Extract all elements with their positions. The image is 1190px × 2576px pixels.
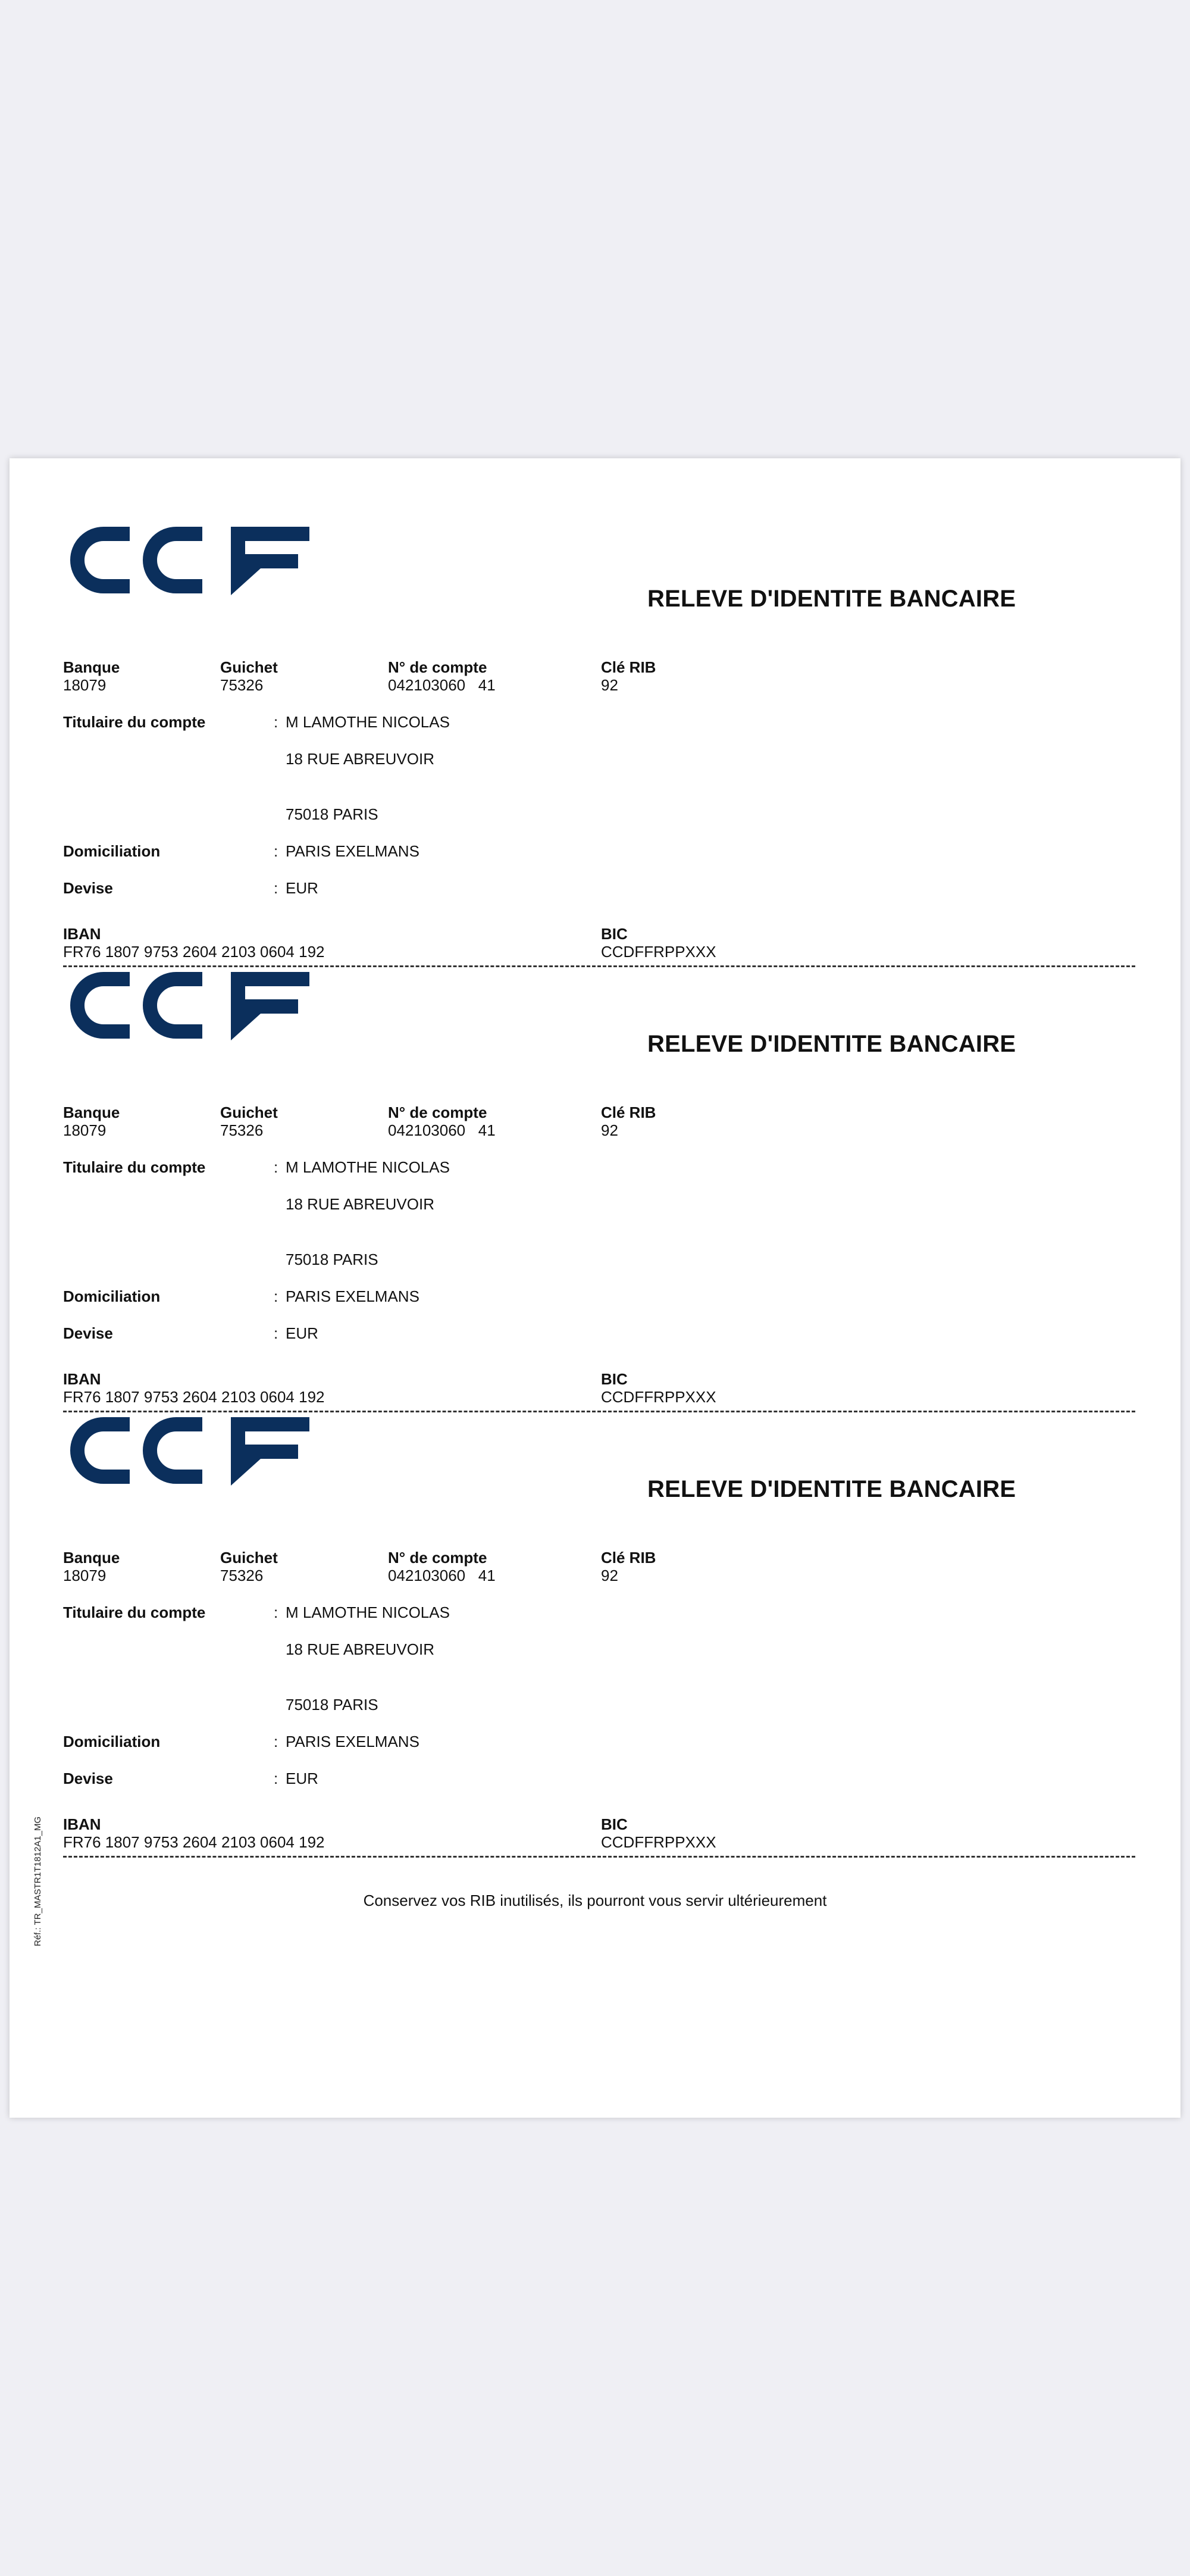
banque-value: 18079 (63, 676, 107, 694)
titulaire-name: M LAMOTHE NICOLAS (286, 1158, 450, 1176)
colon: : (274, 1733, 278, 1750)
guichet-label: Guichet (220, 658, 278, 676)
titulaire-label: Titulaire du compte (63, 713, 206, 731)
guichet-value: 75326 (220, 676, 264, 694)
address-line2: 75018 PARIS (286, 805, 378, 823)
rib-document (10, 458, 1180, 2118)
domiciliation-value: PARIS EXELMANS (286, 1287, 419, 1305)
rib-block (63, 968, 1135, 1413)
colon: : (274, 713, 278, 731)
titulaire-label: Titulaire du compte (63, 1603, 206, 1621)
guichet-value: 75326 (220, 1121, 264, 1139)
colon: : (274, 1603, 278, 1621)
rib-block (63, 523, 1135, 968)
guichet-label: Guichet (220, 1103, 278, 1121)
devise-label: Devise (63, 1770, 113, 1787)
rib-title: RELEVE D'IDENTITE BANCAIRE (647, 1476, 1016, 1502)
cut-line (63, 1411, 1135, 1412)
domiciliation-value: PARIS EXELMANS (286, 1733, 419, 1750)
compte-label: N° de compte (388, 658, 487, 676)
rib-title: RELEVE D'IDENTITE BANCAIRE (647, 586, 1016, 612)
devise-label: Devise (63, 879, 113, 897)
compte-value: 042103060 41 (388, 1121, 496, 1139)
guichet-label: Guichet (220, 1549, 278, 1567)
iban-label: IBAN (63, 1815, 101, 1833)
compte-label: N° de compte (388, 1103, 487, 1121)
devise-value: EUR (286, 1770, 318, 1787)
cle-value: 92 (601, 676, 618, 694)
compte-value: 042103060 41 (388, 1567, 496, 1584)
iban-value: FR76 1807 9753 2604 2103 0604 192 (63, 1833, 325, 1851)
guichet-value: 75326 (220, 1567, 264, 1584)
bic-label: BIC (601, 1815, 628, 1833)
domiciliation-label: Domiciliation (63, 842, 161, 860)
cle-label: Clé RIB (601, 1103, 656, 1121)
colon: : (274, 879, 278, 897)
colon: : (274, 842, 278, 860)
bic-label: BIC (601, 1370, 628, 1388)
banque-label: Banque (63, 1103, 120, 1121)
domiciliation-value: PARIS EXELMANS (286, 842, 419, 860)
domiciliation-label: Domiciliation (63, 1733, 161, 1750)
domiciliation-label: Domiciliation (63, 1287, 161, 1305)
address-line2: 75018 PARIS (286, 1696, 378, 1714)
banque-label: Banque (63, 658, 120, 676)
iban-value: FR76 1807 9753 2604 2103 0604 192 (63, 943, 325, 961)
address-line2: 75018 PARIS (286, 1251, 378, 1268)
cle-label: Clé RIB (601, 658, 656, 676)
rib-title: RELEVE D'IDENTITE BANCAIRE (647, 1031, 1016, 1057)
ccf-logo (63, 523, 311, 598)
address-line1: 18 RUE ABREUVOIR (286, 1640, 434, 1658)
ccf-logo (63, 1413, 311, 1488)
compte-label: N° de compte (388, 1549, 487, 1567)
cut-line (63, 1856, 1135, 1858)
banque-label: Banque (63, 1549, 120, 1567)
iban-label: IBAN (63, 1370, 101, 1388)
address-line1: 18 RUE ABREUVOIR (286, 750, 434, 768)
cut-line (63, 965, 1135, 967)
ccf-logo (63, 968, 311, 1043)
titulaire-name: M LAMOTHE NICOLAS (286, 1603, 450, 1621)
devise-value: EUR (286, 1324, 318, 1342)
iban-label: IBAN (63, 925, 101, 943)
address-line1: 18 RUE ABREUVOIR (286, 1195, 434, 1213)
titulaire-name: M LAMOTHE NICOLAS (286, 713, 450, 731)
colon: : (274, 1324, 278, 1342)
cle-value: 92 (601, 1121, 618, 1139)
titulaire-label: Titulaire du compte (63, 1158, 206, 1176)
bic-label: BIC (601, 925, 628, 943)
bic-value: CCDFFRPPXXX (601, 1388, 716, 1406)
compte-value: 042103060 41 (388, 676, 496, 694)
devise-label: Devise (63, 1324, 113, 1342)
banque-value: 18079 (63, 1567, 107, 1584)
banque-value: 18079 (63, 1121, 107, 1139)
colon: : (274, 1158, 278, 1176)
colon: : (274, 1287, 278, 1305)
document-reference: Réf.: TR_MASTR1T1812A1_MG (33, 1816, 43, 1946)
devise-value: EUR (286, 879, 318, 897)
iban-value: FR76 1807 9753 2604 2103 0604 192 (63, 1388, 325, 1406)
bic-value: CCDFFRPPXXX (601, 943, 716, 961)
cle-value: 92 (601, 1567, 618, 1584)
rib-block (63, 1413, 1135, 1858)
colon: : (274, 1770, 278, 1787)
cle-label: Clé RIB (601, 1549, 656, 1567)
footer-note: Conservez vos RIB inutilisés, ils pourront vous servir ultérieurement (363, 1892, 827, 1909)
bic-value: CCDFFRPPXXX (601, 1833, 716, 1851)
